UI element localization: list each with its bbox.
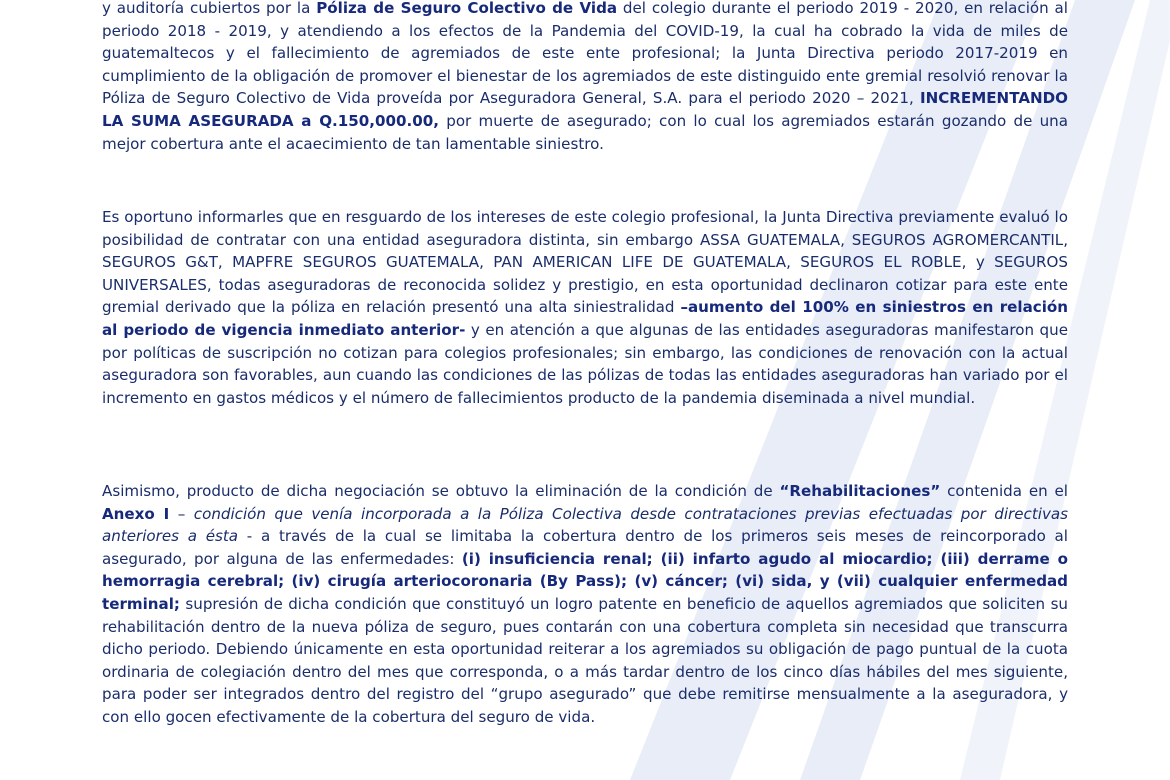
paragraph-policy-renewal bbox=[102, 0, 1068, 155]
text-segment: contenida en el bbox=[940, 482, 1068, 500]
text-segment: Es oportuno informarles que en resguardo de los intereses de este colegio profesional, la Junta Directiva previamente evaluó lo posibilidad de contratar con una entidad aseguradora distinta, sin embargo ASSA GUATEMALA, SEGUROS AGROMERCANTIL, SEGUROS G&T, MAPFRE SEGUROS GUATEMALA, PAN AMERICAN LIFE DE GUATEMALA, SEGUROS EL ROBLE, y SEGUROS UNIVERSALES, todas aseguradoras de reconocida solidez y prestigio, en esta oportunidad declinaron cotizar para este ente gremial derivado que la póliza en relación presentó una alta siniestralidad bbox=[102, 208, 1068, 317]
text-segment: – bbox=[169, 504, 194, 523]
bold-text-segment: Anexo I bbox=[102, 504, 170, 523]
text-segment: - a través de la cual se limitaba la cobertura dentro de los primeros seis meses de reincorporado al asegurado, por alguna de las enfermedades: bbox=[102, 527, 1068, 568]
bold-text-segment: (i) insuficiencia renal; (ii) infarto agudo al miocardio; (iii) derrame o hemorragia cerebral; (iv) cirugía arteriocoronaria (By Pass); (v) cáncer; (vi) sida, y (vii) cualquier enfermedad terminal; bbox=[102, 549, 1069, 613]
text-segment: por muerte de asegurado; con lo cual los agremiados estarán gozando de una mejor cobertura ante el acaecimiento de tan lamentable siniestro. bbox=[102, 111, 1068, 153]
paragraph-rehabilitation-clause bbox=[102, 480, 1068, 729]
text-segment: del colegio durante el periodo 2019 - 2020, en relación al periodo 2018 - 2019, y atendiendo a los efectos de la Pandemia del COVID-19, la cual ha cobrado la vida de miles de guatemaltecos y el fallecimiento de agremiados de este ente profesional; la Junta Directiva periodo 2017-2019 en cumplimiento de la obligación de promover el bienestar de los agremiados de este distinguido ente gremial resolvió renovar la Póliza de Seguro Colectivo de Vida proveída por Aseguradora General, S.A. para el periodo 2020 – 2021, bbox=[102, 0, 1068, 108]
text-segment: y en atención a que algunas de las entidades aseguradoras manifestaron que por políticas de suscripción no cotizan para colegios profesionales; sin embargo, las condiciones de renovación con la actual aseguradora son favorables, aun cuando las condiciones de las pólizas de todas las entidades aseguradoras han variado por el incremento en gastos médicos y el número de fallecimientos producto de la pandemia diseminada a nivel mundial. bbox=[102, 320, 1068, 407]
bold-text-segment: Póliza de Seguro Colectivo de Vida bbox=[316, 0, 618, 17]
bold-text-segment: “Rehabilitaciones” bbox=[779, 482, 941, 500]
bold-text-segment: –aumento del 100% en siniestros en relación al periodo de vigencia inmediato anterior- bbox=[102, 298, 1068, 339]
text-segment: Asimismo, producto de dicha negociación se obtuvo la eliminación de la condición de bbox=[102, 482, 780, 500]
text-segment: supresión de dicha condición que constituyó un logro patente en beneficio de aquellos agremiados que soliciten su rehabilitación dentro de la nueva póliza de seguro, pues contarán con una cobertura completa sin necesidad que transcurra dicho periodo. Debiendo únicamente en esta oportunidad reiterar a los agremiados su obligación de pago puntual de la cuota ordinaria de colegiación dentro del mes que corresponda, o a más tardar dentro de los cinco días hábiles del mes siguiente, para poder ser integrados dentro del registro del “grupo asegurado” que debe remitirse mensualmente a la aseguradora, y con ello gocen efectivamente de la cobertura del seguro de vida. bbox=[102, 594, 1068, 726]
bold-text-segment: INCREMENTANDO LA SUMA ASEGURADA a Q.150,000.00, bbox=[102, 89, 1068, 130]
italic-text-segment: condición que venía incorporada a la Póliza Colectiva desde contrataciones previas efectuadas por directivas anteriores a ésta bbox=[102, 504, 1068, 546]
text-segment: y auditoría cubiertos por la bbox=[102, 0, 317, 17]
paragraph-insurer-evaluation bbox=[102, 206, 1068, 409]
